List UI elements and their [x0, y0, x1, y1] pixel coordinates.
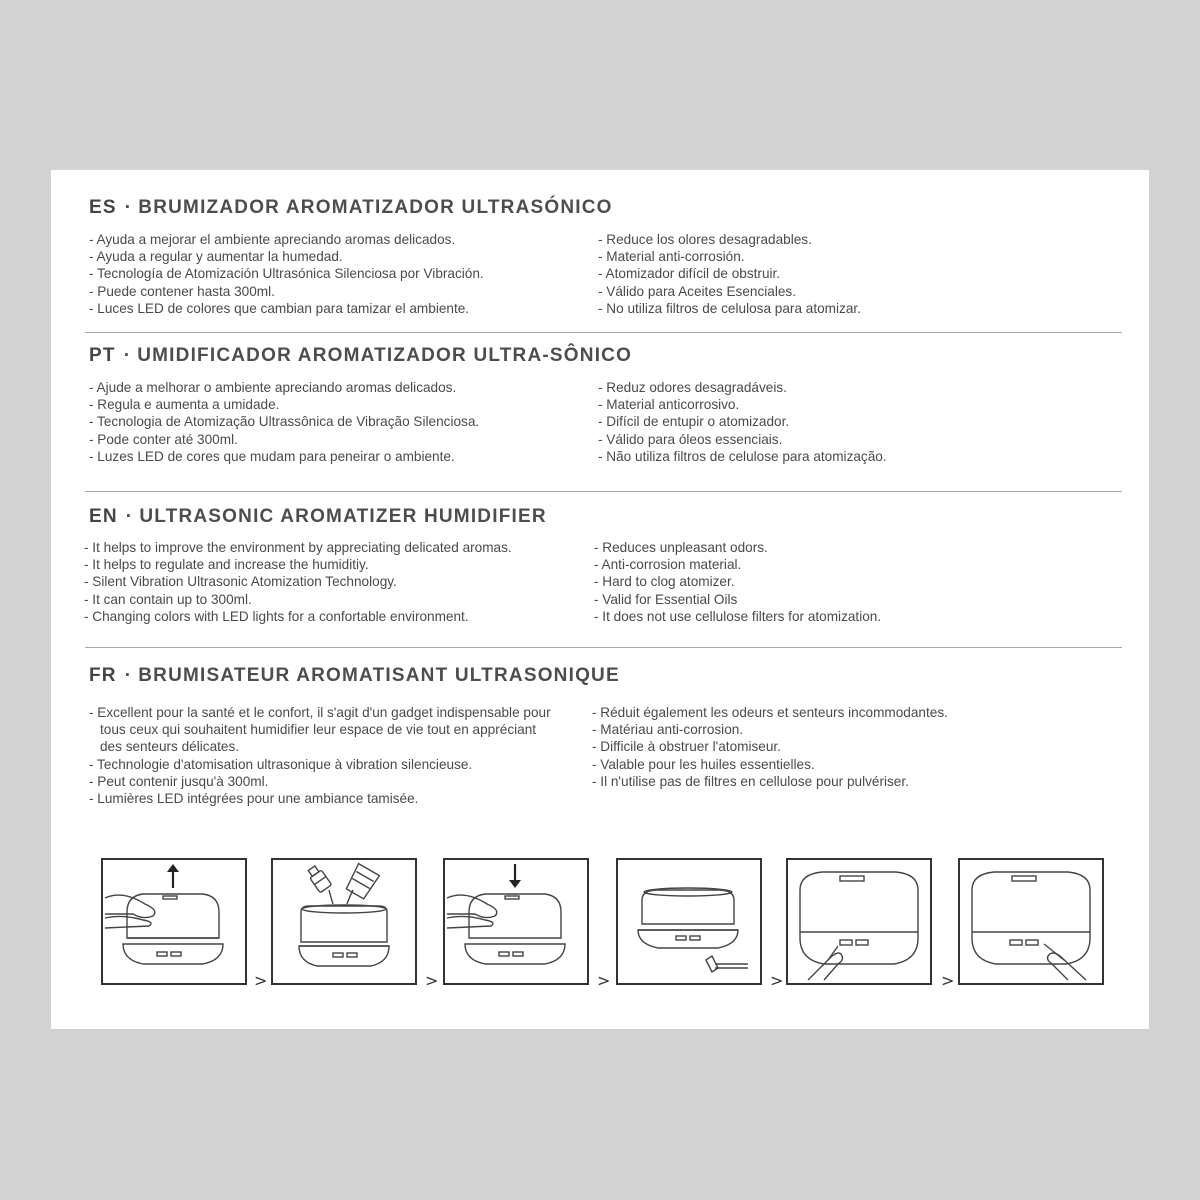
step-arrow: > — [770, 971, 784, 990]
feature-item: - Reduces unpleasant odors. — [594, 540, 768, 555]
remove-cover-icon — [103, 860, 245, 983]
feature-item: - It helps to regulate and increase the humiditiy. — [84, 557, 369, 573]
feature-item: - Difícil de entupir o atomizador. — [598, 414, 790, 430]
feature-item: - Reduce los olores desagradables. — [598, 232, 812, 247]
feature-item: - Excellent pour la santé et le confort, il s'agit d'un gadget indispensable pour tous ceux qui souhaitent humidifier leur espace de vie tout en appréciant des senteurs délicates. — [89, 705, 551, 755]
feature-item: - Atomizador difícil de obstruir. — [598, 266, 781, 282]
feature-item: - Material anticorrosivo. — [598, 397, 740, 413]
step-press-light — [958, 858, 1104, 985]
step-arrow: > — [425, 971, 439, 990]
title-text: ULTRASONIC AROMATIZER HUMIDIFIER — [139, 506, 547, 527]
feature-item: - Valid for Essential Oils — [594, 591, 738, 607]
section-divider — [85, 491, 1122, 492]
section-title — [89, 197, 613, 219]
feature-item: - Valable pour les huiles essentielles. — [592, 756, 815, 772]
features-right — [592, 704, 1112, 790]
step-replace-cover — [443, 858, 589, 985]
language-code: PT — [89, 345, 116, 366]
features-right — [598, 231, 1098, 317]
feature-item: - Technologie d'atomisation ultrasonique à vibration silencieuse. — [89, 756, 473, 772]
feature-item: - Luces LED de colores que cambian para tamizar el ambiente. — [89, 300, 470, 316]
feature-item: - Changing colors with LED lights for a confortable environment. — [84, 608, 469, 624]
usage-steps — [51, 858, 1149, 998]
feature-item: - No utiliza filtros de celulosa para atomizar. — [598, 300, 861, 316]
step-arrow: > — [597, 971, 611, 990]
title-separator: · — [123, 345, 132, 366]
feature-item: - Hard to clog atomizer. — [594, 574, 735, 590]
add-water-oil-icon — [273, 860, 415, 983]
step-arrow: > — [254, 971, 268, 990]
feature-item: - Ayuda a regular y aumentar la humedad. — [89, 249, 343, 265]
feature-item: - Válido para óleos essenciais. — [598, 431, 783, 447]
instruction-sheet — [51, 170, 1149, 1029]
features-left — [89, 704, 559, 807]
feature-item: - Il n'utilise pas de filtres en cellulose pour pulvériser. — [592, 773, 909, 789]
features-right — [594, 539, 1094, 625]
step-arrow: > — [941, 971, 955, 990]
features-right — [598, 379, 1098, 465]
title-separator: · — [124, 665, 133, 686]
feature-item: - Peut contenir jusqu'à 300ml. — [89, 773, 269, 789]
section-divider — [85, 647, 1122, 648]
title-text: BRUMIZADOR AROMATIZADOR ULTRASÓNICO — [138, 197, 613, 218]
press-mist-button-icon — [788, 860, 930, 983]
feature-item: - Pode conter até 300ml. — [89, 431, 238, 447]
language-code: EN — [89, 506, 118, 527]
feature-item: - Ayuda a mejorar el ambiente apreciando aromas delicados. — [89, 232, 456, 247]
feature-item: - It does not use cellulose filters for atomization. — [594, 608, 882, 624]
features-left — [89, 379, 589, 465]
feature-item: - It helps to improve the environment by appreciating delicated aromas. — [84, 540, 512, 555]
feature-item: - Silent Vibration Ultrasonic Atomization Technology. — [84, 574, 397, 590]
section-title — [89, 506, 547, 528]
feature-item: - Não utiliza filtros de celulose para atomização. — [598, 448, 887, 464]
feature-item: - Matériau anti-corrosion. — [592, 722, 744, 738]
feature-item: - Luzes LED de cores que mudam para peneirar o ambiente. — [89, 448, 455, 464]
replace-cover-icon — [445, 860, 587, 983]
feature-item: - Regula e aumenta a umidade. — [89, 397, 280, 413]
feature-item: - Tecnologia de Atomização Ultrassônica de Vibração Silenciosa. — [89, 414, 480, 430]
feature-item: - It can contain up to 300ml. — [84, 591, 252, 607]
title-separator: · — [124, 197, 133, 218]
feature-item: - Difficile à obstruer l'atomiseur. — [592, 739, 781, 755]
features-left — [89, 231, 589, 317]
section-title — [89, 665, 620, 687]
feature-item: - Tecnología de Atomización Ultrasónica Silenciosa por Vibración. — [89, 266, 484, 282]
step-add-water — [271, 858, 417, 985]
features-left — [84, 539, 589, 625]
feature-item: - Réduit également les odeurs et senteurs incommodantes. — [592, 705, 948, 720]
step-press-mist — [786, 858, 932, 985]
feature-item: - Puede contener hasta 300ml. — [89, 283, 275, 299]
step-plug-in — [616, 858, 762, 985]
step-remove-cover — [101, 858, 247, 985]
feature-item: - Reduz odores desagradáveis. — [598, 380, 787, 395]
language-code: ES — [89, 197, 117, 218]
section-divider — [85, 332, 1122, 333]
plug-power-icon — [618, 860, 760, 983]
feature-item: - Ajude a melhorar o ambiente apreciando aromas delicados. — [89, 380, 457, 395]
title-text: UMIDIFICADOR AROMATIZADOR ULTRA-SÔNICO — [137, 345, 633, 366]
title-text: BRUMISATEUR AROMATISANT ULTRASONIQUE — [138, 665, 620, 686]
feature-item: - Lumières LED intégrées pour une ambiance tamisée. — [89, 791, 419, 807]
feature-item: - Anti-corrosion material. — [594, 557, 742, 573]
feature-item: - Material anti-corrosión. — [598, 249, 745, 265]
language-code: FR — [89, 665, 117, 686]
feature-item: - Válido para Aceites Esenciales. — [598, 283, 796, 299]
press-light-button-icon — [960, 860, 1102, 983]
section-title — [89, 345, 632, 367]
title-separator: · — [125, 506, 134, 527]
